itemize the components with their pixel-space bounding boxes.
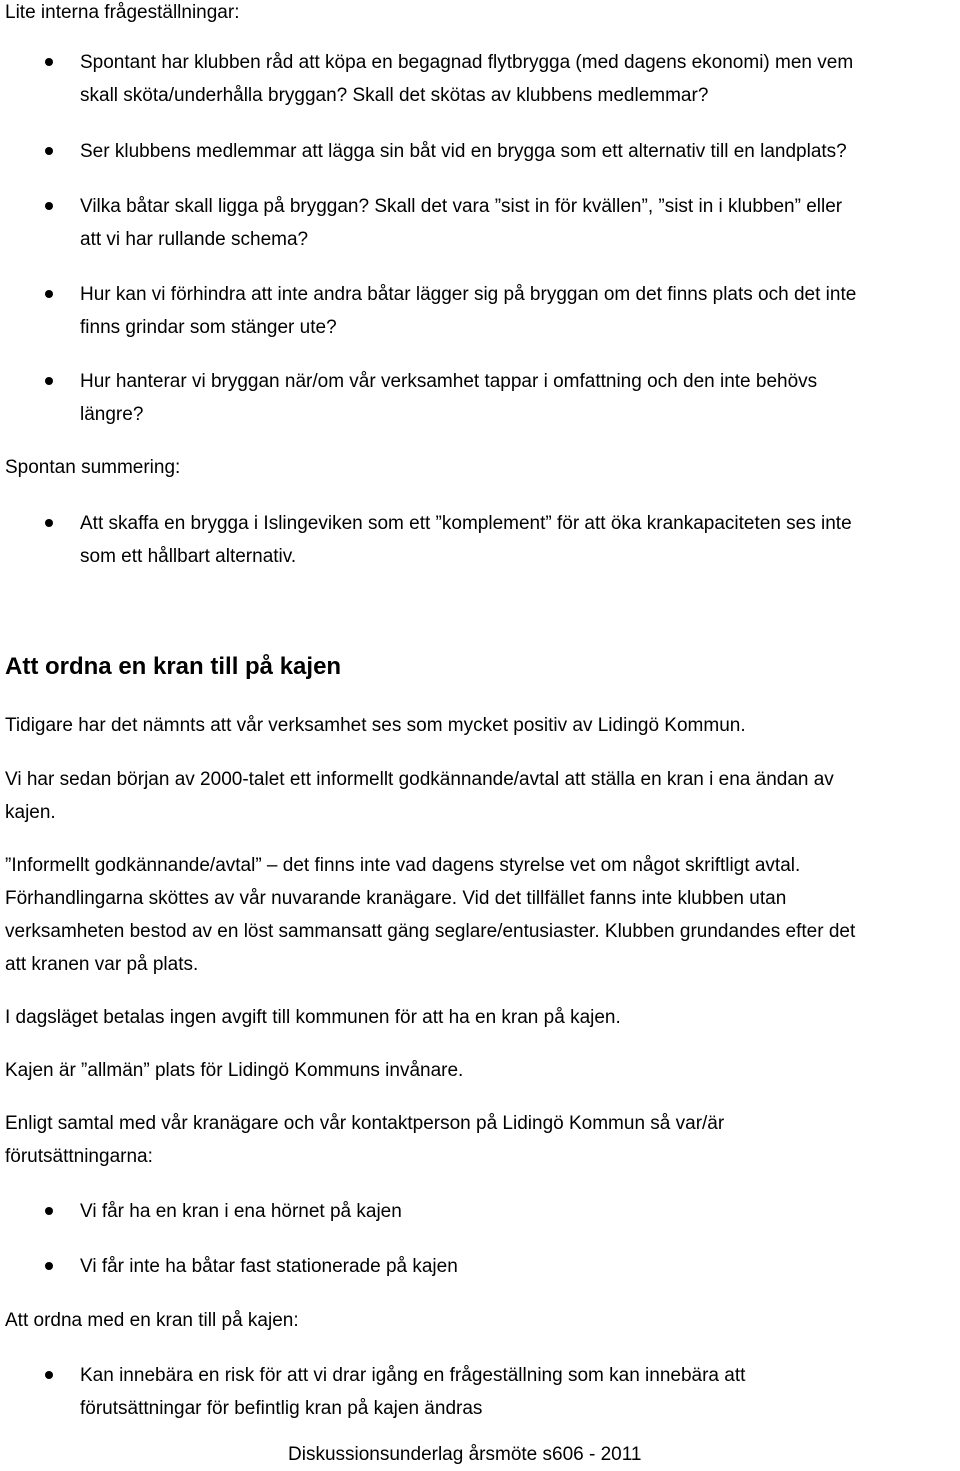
list-item-text	[80, 135, 957, 168]
list-item-line: Vilka båtar skall ligga på bryggan? Skall det vara ”sist in för kvällen”, ”sist in i klubben” eller	[80, 196, 843, 217]
list-item-line: som ett hållbart alternativ.	[80, 546, 297, 567]
paragraph-line: förutsättningarna:	[5, 1146, 153, 1167]
list-item-text	[80, 1359, 957, 1425]
list-item-text	[80, 507, 957, 573]
list-item-line: skall sköta/underhålla bryggan? Skall det skötas av klubbens medlemmar?	[80, 85, 709, 106]
paragraph-line: ”Informellt godkännande/avtal” – det finns inte vad dagens styrelse vet om något skriftligt avtal.	[5, 855, 801, 876]
list-item-text	[80, 1195, 957, 1228]
list-item-text	[80, 278, 957, 344]
list-item-line: Spontant har klubben råd att köpa en begagnad flytbrygga (med dagens ekonomi) men vem	[80, 52, 854, 73]
bullet-icon	[45, 519, 53, 527]
paragraph	[5, 1054, 463, 1087]
list-item-line: förutsättningar för befintlig kran på kajen ändras	[80, 1398, 483, 1419]
paragraph	[5, 709, 746, 742]
list-item-line: Att skaffa en brygga i Islingeviken som ett ”komplement” för att öka krankapaciteten ses inte	[80, 513, 852, 534]
section-heading-crane-arrangement: Att ordna med en kran till på kajen:	[5, 1310, 299, 1331]
list-item-line: Vi får inte ha båtar fast stationerade på kajen	[80, 1256, 458, 1277]
bullet-icon	[45, 1207, 53, 1215]
paragraph-line: att kranen var på plats.	[5, 954, 199, 975]
paragraph-line: Tidigare har det nämnts att vår verksamhet ses som mycket positiv av Lidingö Kommun.	[5, 715, 746, 736]
bullet-icon	[45, 147, 53, 155]
list-item-line: Ser klubbens medlemmar att lägga sin båt vid en brygga som ett alternativ till en landplats?	[80, 141, 847, 162]
paragraph-line: Förhandlingarna sköttes av vår nuvarande kranägare. Vid det tillfället fanns inte klubben utan	[5, 888, 787, 909]
paragraph-line: kajen.	[5, 802, 56, 823]
list-item-line: Hur hanterar vi bryggan när/om vår verksamhet tappar i omfattning och den inte behövs	[80, 371, 818, 392]
bullet-icon	[45, 290, 53, 298]
list-item-line: Kan innebära en risk för att vi drar igång en frågeställning som kan innebära att	[80, 1365, 746, 1386]
paragraph	[5, 1107, 724, 1173]
bullet-icon	[45, 1262, 53, 1270]
document-page	[5, 0, 957, 1470]
paragraph	[5, 1001, 621, 1034]
page-footer: Diskussionsunderlag årsmöte s606 - 2011	[288, 1444, 642, 1465]
paragraph	[5, 849, 855, 981]
list-item-line: finns grindar som stänger ute?	[80, 317, 337, 338]
list-item-text	[80, 1250, 957, 1283]
list-item-text	[80, 46, 957, 112]
page-title: Att ordna en kran till på kajen	[5, 653, 342, 680]
paragraph-line: I dagsläget betalas ingen avgift till kommunen för att ha en kran på kajen.	[5, 1007, 621, 1028]
list-item-line: Hur kan vi förhindra att inte andra båtar lägger sig på bryggan om det finns plats och det inte	[80, 284, 857, 305]
paragraph-line: verksamheten bestod av en löst sammansatt gäng seglare/entusiaster. Klubben grundandes efter det	[5, 921, 856, 942]
bullet-icon	[45, 58, 53, 66]
bullet-icon	[45, 202, 53, 210]
paragraph-line: Vi har sedan början av 2000-talet ett informellt godkännande/avtal att ställa en kran i ena ändan av	[5, 769, 834, 790]
list-item-line: att vi har rullande schema?	[80, 229, 309, 250]
bullet-icon	[45, 1371, 53, 1379]
paragraph-line: Enligt samtal med vår kranägare och vår kontaktperson på Lidingö Kommun så var/är	[5, 1113, 725, 1134]
section-heading-summary: Spontan summering:	[5, 457, 181, 478]
list-item-line: längre?	[80, 404, 144, 425]
list-item-line: Vi får ha en kran i ena hörnet på kajen	[80, 1201, 402, 1222]
paragraph-line: Kajen är ”allmän” plats för Lidingö Kommuns invånare.	[5, 1060, 464, 1081]
paragraph	[5, 763, 834, 829]
list-item-text	[80, 365, 957, 431]
section-heading-internal-questions: Lite interna frågeställningar:	[5, 2, 240, 23]
bullet-icon	[45, 377, 53, 385]
list-item-text	[80, 190, 957, 256]
